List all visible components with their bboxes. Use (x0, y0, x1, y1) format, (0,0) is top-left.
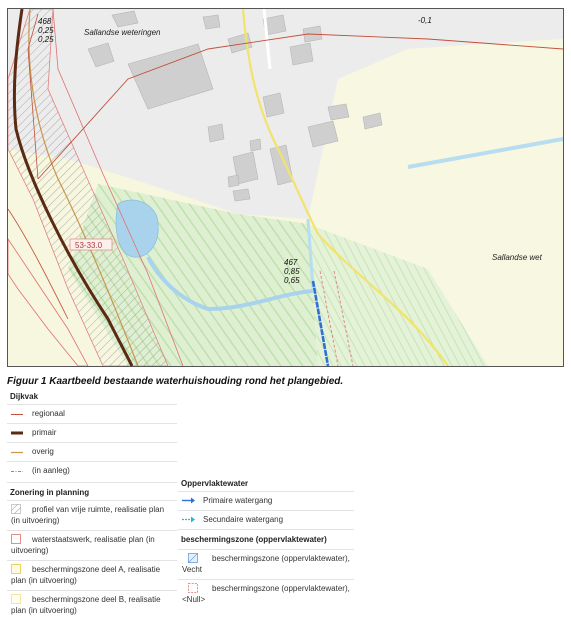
line-dashdot-icon (11, 470, 23, 473)
legend-item (7, 442, 177, 461)
pond (116, 200, 158, 257)
legend-title-dijkvak: Dijkvak (10, 392, 39, 401)
legend-left (7, 389, 177, 620)
legend-item (7, 461, 177, 480)
legend-title-beschermingszone: beschermingszone (oppervlaktewater) (178, 529, 354, 549)
legend-item (178, 549, 354, 579)
legend-item (7, 423, 177, 442)
line-regionaal-icon (11, 413, 23, 416)
place-label-east: Sallandse wet (492, 253, 542, 262)
segment-id: 468 (38, 17, 52, 26)
segment-value-1: 0,25 (38, 26, 54, 35)
legend-label: profiel van vrije ruimte, realisatie plan (in uitvoering) (11, 505, 165, 525)
map-canvas (8, 9, 563, 366)
legend-right (178, 476, 354, 609)
segment-468-labels (38, 17, 54, 44)
legend-label: Primaire watergang (203, 496, 273, 505)
legend-item (178, 510, 354, 529)
legend-label: beschermingszone (oppervlaktewater), Vecht (182, 554, 350, 574)
legend-label: (in aanleg) (32, 466, 70, 475)
legend-item (178, 579, 354, 609)
segment-value-1: 0,85 (284, 267, 300, 276)
legend-label: Secundaire watergang (203, 515, 284, 524)
legend-item (178, 491, 354, 510)
value-label-top-right: -0,1 (418, 16, 432, 25)
place-label-north: Sallandse weteringen (84, 28, 161, 37)
segment-id: 467 (284, 258, 298, 267)
legend-label: regionaal (32, 409, 65, 418)
legend-label: overig (32, 447, 54, 456)
legend-item (7, 500, 177, 530)
line-overig-icon (11, 451, 23, 454)
legend-label: primair (32, 428, 57, 437)
segment-value-2: 0,65 (284, 276, 300, 285)
arrow-blue-icon (182, 497, 195, 504)
legend-label: beschermingszone deel A, realisatie plan (in uitvoering) (11, 565, 161, 585)
legend-item (7, 404, 177, 423)
legend-item (7, 590, 177, 620)
legend-title-zonering: Zonering in planning (7, 482, 177, 500)
legend-item (7, 560, 177, 590)
km-marker-label: 53-33.0 (75, 241, 103, 250)
segment-467-labels (284, 258, 300, 285)
legend-title-oppervlaktewater: Oppervlaktewater (181, 479, 249, 488)
legend-label: waterstaatswerk, realisatie plan (in uitvoering) (11, 535, 155, 555)
map-view[interactable] (7, 8, 564, 367)
legend-label: beschermingszone deel B, realisatie plan (in uitvoering) (11, 595, 161, 615)
figure-caption: Figuur 1 Kaartbeeld bestaande waterhuishouding rond het plangebied. (7, 376, 344, 387)
legend-label: beschermingszone (oppervlaktewater), <Null> (182, 584, 350, 604)
segment-value-2: 0,25 (38, 35, 54, 44)
line-primair-icon (11, 431, 23, 435)
legend-item (7, 530, 177, 560)
arrow-cyan-icon (182, 516, 195, 523)
